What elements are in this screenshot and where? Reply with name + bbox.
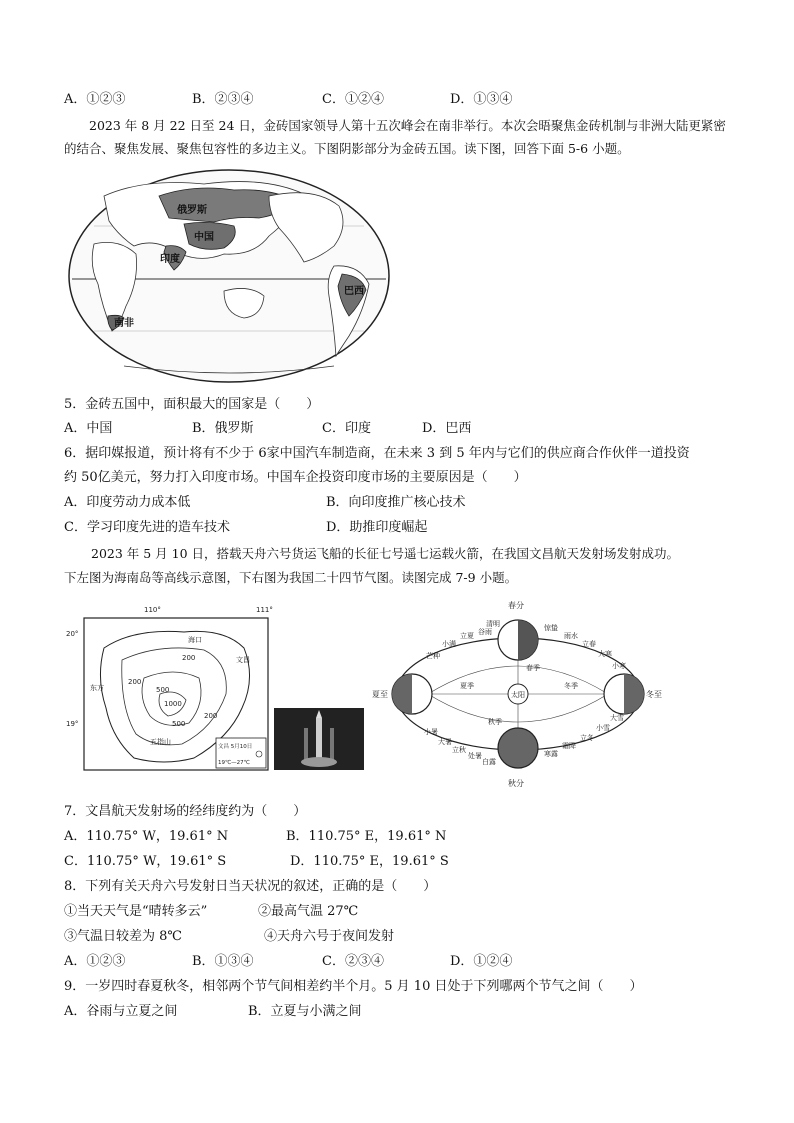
q8-option-d: D．①②④ bbox=[450, 954, 513, 969]
inner-winter: 冬季 bbox=[564, 682, 578, 690]
contour-label-500-a: 500 bbox=[156, 686, 170, 694]
q5-option-d: D．巴西 bbox=[422, 421, 472, 436]
q6-option-a: A．印度劳动力成本低 bbox=[64, 495, 191, 510]
map-label-india: 印度 bbox=[160, 254, 180, 265]
weather-date: 文昌 5月10日 bbox=[218, 744, 253, 750]
weather-temp: 19℃—27℃ bbox=[218, 760, 250, 766]
map-label-brazil: 巴西 bbox=[344, 286, 364, 297]
contour-label-200-c: 200 bbox=[204, 712, 218, 720]
term-dahan: 大寒 bbox=[598, 650, 612, 658]
q5-option-a: A．中国 bbox=[64, 421, 113, 436]
contour-label-500-b: 500 bbox=[172, 720, 186, 728]
solar-terms-diagram bbox=[368, 598, 668, 790]
q4-option-a: A．①②③ bbox=[64, 92, 126, 107]
term-hanlu: 寒露 bbox=[544, 750, 558, 758]
term-xiaohan: 小寒 bbox=[612, 662, 626, 670]
q7-stem: 7．文昌航天发射场的经纬度约为（ ） bbox=[64, 804, 307, 819]
rocket-shape bbox=[316, 718, 322, 758]
place-wuzhishan: 五指山 bbox=[150, 738, 171, 746]
label-autumn-equinox: 秋分 bbox=[508, 779, 524, 788]
lat-label-20: 20° bbox=[66, 630, 79, 638]
sun-label: 太阳 bbox=[511, 691, 525, 699]
lon-label-110: 110° bbox=[144, 606, 161, 614]
place-dongfang: 东方 bbox=[90, 684, 104, 692]
launch-intro-line2: 下左图为海南岛等高线示意图，下右图为我国二十四节气图。读图完成 7-9 小题。 bbox=[64, 570, 518, 585]
q6-option-d: D．助推印度崛起 bbox=[326, 520, 428, 535]
term-dashu: 大暑 bbox=[438, 738, 452, 746]
q5-stem: 5．金砖五国中，面积最大的国家是（ ） bbox=[64, 397, 320, 412]
label-summer-solstice: 夏至 bbox=[372, 690, 388, 699]
term-xiaoxue: 小雪 bbox=[596, 724, 610, 732]
q6-stem-line1: 6．据印媒报道，预计将有不少于 6家中国汽车制造商，在未来 3 到 5 年内与它们的供应商合作伙伴一道投资 bbox=[64, 446, 690, 461]
term-lichun: 立春 bbox=[582, 640, 596, 648]
q7-option-d: D．110.75° E，19.61° S bbox=[290, 854, 449, 869]
term-yushui: 雨水 bbox=[564, 632, 578, 640]
q8-item-4: ④天舟六号于夜间发射 bbox=[264, 929, 395, 944]
q8-option-c: C．②③④ bbox=[322, 954, 384, 969]
map-label-south-africa: 南非 bbox=[114, 318, 134, 329]
q5-option-c: C．印度 bbox=[322, 421, 371, 436]
q8-item-3: ③气温日较差为 8℃ bbox=[64, 929, 182, 944]
term-shuangjiang: 霜降 bbox=[562, 742, 576, 750]
inner-autumn: 秋季 bbox=[488, 718, 502, 726]
lon-label-111: 111° bbox=[256, 606, 273, 614]
q6-option-c: C．学习印度先进的造车技术 bbox=[64, 520, 230, 535]
term-xiaoman: 小满 bbox=[442, 640, 456, 648]
map-label-russia: 俄罗斯 bbox=[177, 205, 207, 216]
q4-option-d: D．①③④ bbox=[450, 92, 513, 107]
earth-autumn-equinox bbox=[498, 728, 538, 768]
term-qingming: 清明 bbox=[486, 620, 500, 628]
inner-spring: 春季 bbox=[526, 664, 540, 672]
q9-stem: 9．一岁四时春夏秋冬，相邻两个节气间相差约半个月。5 月 10 日处于下列哪两个节气之间（ ） bbox=[64, 979, 643, 994]
term-mangzhong: 芒种 bbox=[426, 652, 440, 660]
inner-summer: 夏季 bbox=[460, 682, 474, 690]
contour-label-200-a: 200 bbox=[182, 654, 196, 662]
q7-option-a: A．110.75° W，19.61° N bbox=[64, 829, 229, 844]
q8-option-a: A．①②③ bbox=[64, 954, 126, 969]
hainan-contour-map bbox=[64, 598, 274, 776]
contour-label-200-b: 200 bbox=[128, 678, 142, 686]
q8-option-b: B．①③④ bbox=[192, 954, 254, 969]
q6-option-b: B．向印度推广核心技术 bbox=[326, 495, 466, 510]
label-spring-equinox: 春分 bbox=[508, 601, 524, 610]
place-wenchang: 文昌 bbox=[236, 656, 250, 664]
term-chushu: 处暑 bbox=[468, 752, 482, 760]
brics-world-map bbox=[64, 166, 394, 386]
map-label-china: 中国 bbox=[194, 232, 214, 243]
label-winter-solstice: 冬至 bbox=[646, 690, 662, 699]
q6-stem-line2: 约 50亿美元，努力打入印度市场。中国车企投资印度市场的主要原因是（ ） bbox=[64, 470, 527, 485]
q9-option-b: B．立夏与小满之间 bbox=[248, 1004, 362, 1019]
launch-photo bbox=[274, 708, 364, 770]
contour-label-1000: 1000 bbox=[164, 700, 182, 708]
term-liqiu: 立秋 bbox=[452, 746, 466, 754]
q4-option-b: B．②③④ bbox=[192, 92, 254, 107]
brics-intro: 2023 年 8 月 22 日至 24 日，金砖国家领导人第十五次峰会在南非举行。本次会晤聚焦金砖机制与非洲大陆更紧密的结合、聚焦发展、聚焦包容性的多边主义。下图阴影部分为金砖五国。读下图，回答下面 5-6 小题。 bbox=[64, 118, 726, 156]
place-haikou: 海口 bbox=[188, 636, 202, 644]
q8-item-1: ①当天天气是“晴转多云” bbox=[64, 904, 208, 919]
lat-label-19: 19° bbox=[66, 720, 79, 728]
q7-option-c: C．110.75° W，19.61° S bbox=[64, 854, 227, 869]
term-daxue: 大雪 bbox=[610, 714, 624, 722]
q5-option-b: B．俄罗斯 bbox=[192, 421, 254, 436]
q9-option-a: A．谷雨与立夏之间 bbox=[64, 1004, 178, 1019]
q8-stem: 8．下列有关天舟六号发射日当天状况的叙述，正确的是（ ） bbox=[64, 879, 437, 894]
q7-option-b: B．110.75° E，19.61° N bbox=[286, 829, 447, 844]
term-lidong: 立冬 bbox=[580, 734, 594, 742]
q4-option-c: C．①②④ bbox=[322, 92, 384, 107]
q8-item-2: ②最高气温 27℃ bbox=[258, 904, 359, 919]
term-jingzhe: 惊蛰 bbox=[544, 624, 558, 632]
term-xiaoshu: 小暑 bbox=[424, 728, 438, 736]
term-guyu: 谷雨 bbox=[478, 628, 492, 636]
term-lixia: 立夏 bbox=[460, 632, 474, 640]
launch-intro-line1: 2023 年 5 月 10 日，搭载天舟六号货运飞船的长征七号遥七运载火箭，在我国文昌航天发射场发射成功。 bbox=[91, 546, 680, 561]
term-bailu: 白露 bbox=[482, 758, 496, 766]
